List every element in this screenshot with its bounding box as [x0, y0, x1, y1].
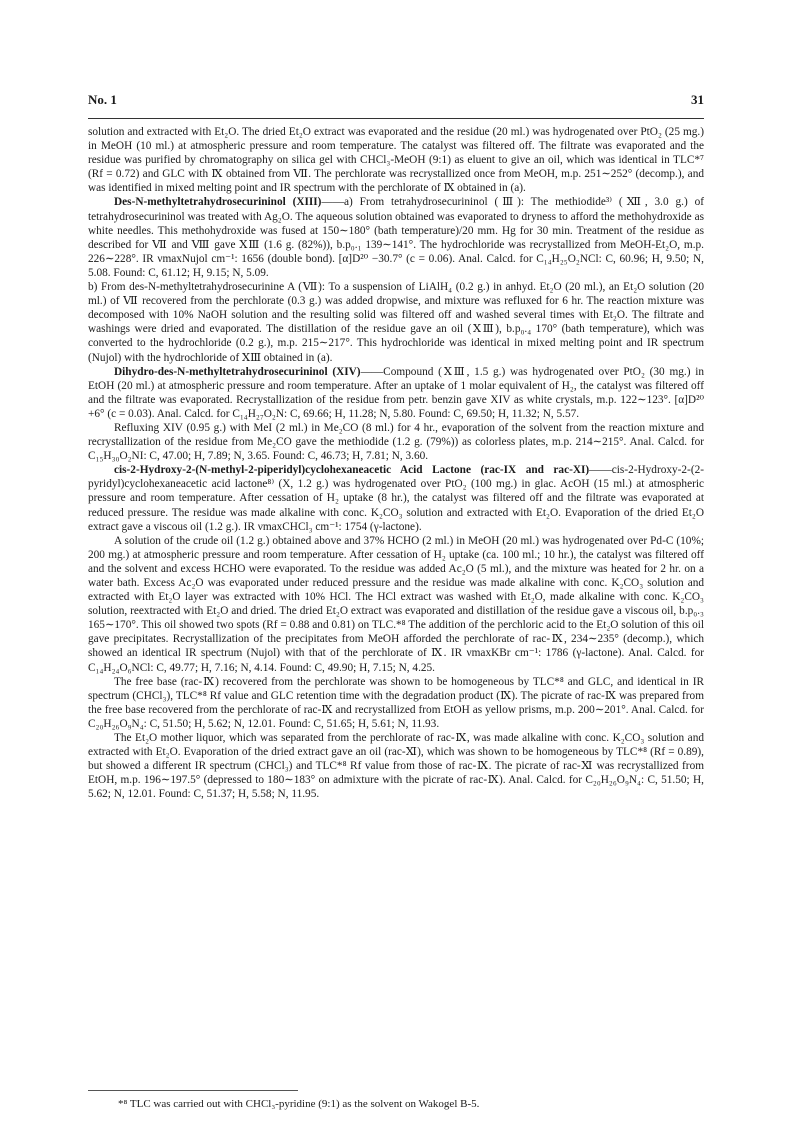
paragraph-methiodide: Refluxing XIV (0.95 g.) with MeI (2 ml.) in Me₂CO (8 ml.) for 4 hr., evaporation of the solvent from the reaction mixture and recrystallization of the residue from Me₂CO gave the methiodide (1.2 g. (79%)) as colorless plates, m.p. 214∼215°. Anal. Calcd. for C₁₅H₃₀O₂NI: C, 47.00; H, 7.89; N, 3.65. Found: C, 46.73; H, 7.81; N, 3.60. — [88, 421, 704, 463]
paragraph-dihydro — [88, 365, 704, 421]
paragraph-hcho: A solution of the crude oil (1.2 g.) obtained above and 37% HCHO (2 ml.) in MeOH (20 ml.) was hydrogenated over Pd-C (10%; 200 mg.) at atmospheric pressure and room temperature. After cessation of H₂ uptake (ca. 100 ml.; 10 hr.), the catalyst was filtered off and the solvent and excess HCHO were evaporated. To the residue was added Ac₂O (5 ml.), and the mixture was heated for 2 hr. on a water bath. Excess Ac₂O was evaporated under reduced pressure and the residue was made alkaline with conc. K₂CO₃ solution and extracted with Et₂O layer was extracted with 10% HCl. The HCl extract was washed with Et₂O, made alkaline with conc. K₂CO₃ solution, reextracted with Et₂O and dried. The dried Et₂O extract was evaporated and distillation of the residue gave a viscous oil, b.p₀.₃ 165∼170°. This oil showed two spots (Rf = 0.88 and 0.81) on TLC.*⁸ The addition of the perchloric acid to the Et₂O solution of this oil gave precipitates. Recrystallization of the precipitates from MeOH afforded the perchlorate of rac-Ⅸ, 234∼235° (decomp.), which showed an identical IR spectrum (Nujol) with that of the perchlorate of Ⅸ. IR νmaxKBr cm⁻¹: 1786 (γ-lactone). Anal. Calcd. for C₁₄H₂₄O₆NCl: C, 49.77; H, 7.16; N, 4.14. Found: C, 49.90; H, 7.15; N, 4.25. — [88, 534, 704, 674]
page-number: 31 — [691, 92, 704, 107]
article-body — [88, 125, 704, 802]
footnote-rule — [88, 1090, 298, 1091]
header-rule — [88, 118, 704, 119]
paragraph-lactone — [88, 463, 704, 533]
paragraph-mother-liquor: The Et₂O mother liquor, which was separated from the perchlorate of rac-Ⅸ, was made alkaline with conc. K₂CO₃ solution and extracted with Et₂O. Evaporation of the dried extract gave an oil (rac-Ⅺ), which was shown to be homogeneous by TLC*⁸ (Rf = 0.89), but showed a different IR spectrum (CHCl₃) and TLC*⁸ Rf value from those of rac-Ⅸ. The picrate of rac-Ⅺ was recrystallized from EtOH, m.p. 196∼197.5° (depressed to 180∼183° on admixture with the picrate of rac-Ⅸ). Anal. Calcd. for C₂₀H₂₆O₉N₄: C, 51.50; H, 5.62; N, 12.01. Found: C, 51.37; H, 5.58; N, 11.95. — [88, 732, 704, 801]
footnote: *⁸ TLC was carried out with CHCl₃-pyridine (9:1) as the solvent on Wakogel B-5. — [118, 1098, 480, 1110]
paragraph-text: ——cis-2-Hydroxy-2-(2-pyridyl)cyclohexaneacetic acid lactone⁸⁾ (X, 1.2 g.) was hydrogenated over PtO₂ (100 mg.) in glac. AcOH (15 ml.) at atmospheric pressure and room temperature. After cessation of H₂ uptake (8 hr.), the catalyst was filtered off and the filtrate was evaporated at reduced pressure. The residue was made alkaline with conc. K₂CO₃ solution and extracted with Et₂O. Evaporation of the dried Et₂O extract gave a viscous oil (1.2 g.). IR νmaxCHCl₃ cm⁻¹: 1754 (γ-lactone). — [88, 464, 704, 533]
paragraph-text: ——a) From tetrahydrosecurininol (Ⅲ): The methiodide³⁾ (Ⅻ, 3.0 g.) of tetrahydrosecurininol was treated with Ag₂O. The aqueous solution obtained was evaporated to dryness to afford the methohydroxide as white needles. This methohydroxide was fused at 150∼180° (bath temperature)/20 mm. Hg for 30 min. Treatment of the residue as described for Ⅶ and Ⅷ gave ⅩⅢ (1.6 g. (82%)), b.p₀.₁ 139∼141°. The hydrochloride was recrystallized from MeOH-Et₂O, m.p. 226∼228°. IR νmaxNujol cm⁻¹: 1656 (double bond). [α]D²⁰ −30.7° (c = 0.06). Anal. Calcd. for C₁₄H₂₅O₂NCl: C, 60.96; H, 9.50; N, 5.08. Found: C, 61.12; H, 9.15; N, 5.09. — [88, 196, 704, 279]
paragraph-continuation: solution and extracted with Et₂O. The dried Et₂O extract was evaporated and the residue (20 ml.) was hydrogenated over PtO₂ (25 mg.) in MeOH (10 ml.) at atmospheric pressure and room temperature. The catalyst was filtered off. The filtrate was evaporated and the residue was purified by chromatography on silica gel with CHCl₃-MeOH (9:1) as eluent to give an oil, which was identical in TLC*⁷ (Rf = 0.72) and GLC with Ⅸ obtained from Ⅶ. The perchlorate was recrystallized once from MeOH, m.p. 251∼252° (decomp.), and was identified in mixed melting point and IR spectrum with the perchlorate of Ⅸ obtained in (a). — [88, 126, 704, 195]
compound-heading: Des-N-methyltetrahydrosecurininol (XIII) — [114, 196, 322, 209]
compound-heading: cis-2-Hydroxy-2-(N-methyl-2-piperidyl)cyclohexaneacetic Acid Lactone (rac-IX and rac-XI) — [114, 464, 590, 477]
paragraph-des-n-methyl — [88, 195, 704, 280]
issue-number: No. 1 — [88, 92, 117, 107]
paragraph-free-base: The free base (rac-Ⅸ) recovered from the perchlorate was shown to be homogeneous by TLC*⁸ and GLC, and identical in IR spectrum (CHCl₃), TLC*⁸ Rf value and GLC retention time with the degradation product (Ⅸ). The picrate of rac-Ⅸ was prepared from the free base recovered from the perchlorate of rac-Ⅸ and recrystallized from EtOH as yellow prisms, m.p. 200∼201°. Anal. Calcd. for C₂₀H₂₆O₉N₄: C, 51.50; H, 5.62; N, 12.01. Found: C, 51.65; H, 5.61; N, 11.93. — [88, 675, 704, 730]
paragraph-method-b: b) From des-N-methyltetrahydrosecurinine A (Ⅶ): To a suspension of LiAlH₄ (0.2 g.) in anhyd. Et₂O (20 ml.), an Et₂O solution (20 ml.) of Ⅶ recovered from the perchlorate (0.3 g.) was added dropwise, and mixture was refluxed for 6 hr. The reaction mixture was decomposed with 10% NaOH solution and the resulting solid was filtered off and washed several times with Et₂O. The filtrate and washings were dried and evaporated. The distillation of the residue gave an oil (ⅩⅢ), b.p₀.₄ 170° (bath temperature), which was converted to the hydrochloride (0.2 g.), m.p. 215∼217°. This hydrochloride was identical in mixed melting point and IR spectrum (Nujol) with the hydrochloride of ⅩⅢ obtained in (a). — [88, 281, 704, 364]
compound-heading: Dihydro-des-N-methyltetrahydrosecurininol (XIV) — [114, 365, 361, 378]
paragraph-text: ——Compound (ⅩⅢ, 1.5 g.) was hydrogenated over PtO₂ (30 mg.) in EtOH (20 ml.) at atmospheric pressure and room temperature. After an uptake of 1 molar equivalent of H₂, the catalyst was filtered off and the filtrate was evaporated. Recrystallization of the residue from petr. benzin gave XIV as white crystals, m.p. 122∼123°. [α]D²⁰ +6° (c = 0.03). Anal. Calcd. for C₁₄H₂₇O₂N: C, 69.66; H, 11.28; N, 5.80. Found: C, 69.50; H, 11.32; N, 5.57. — [88, 365, 704, 420]
